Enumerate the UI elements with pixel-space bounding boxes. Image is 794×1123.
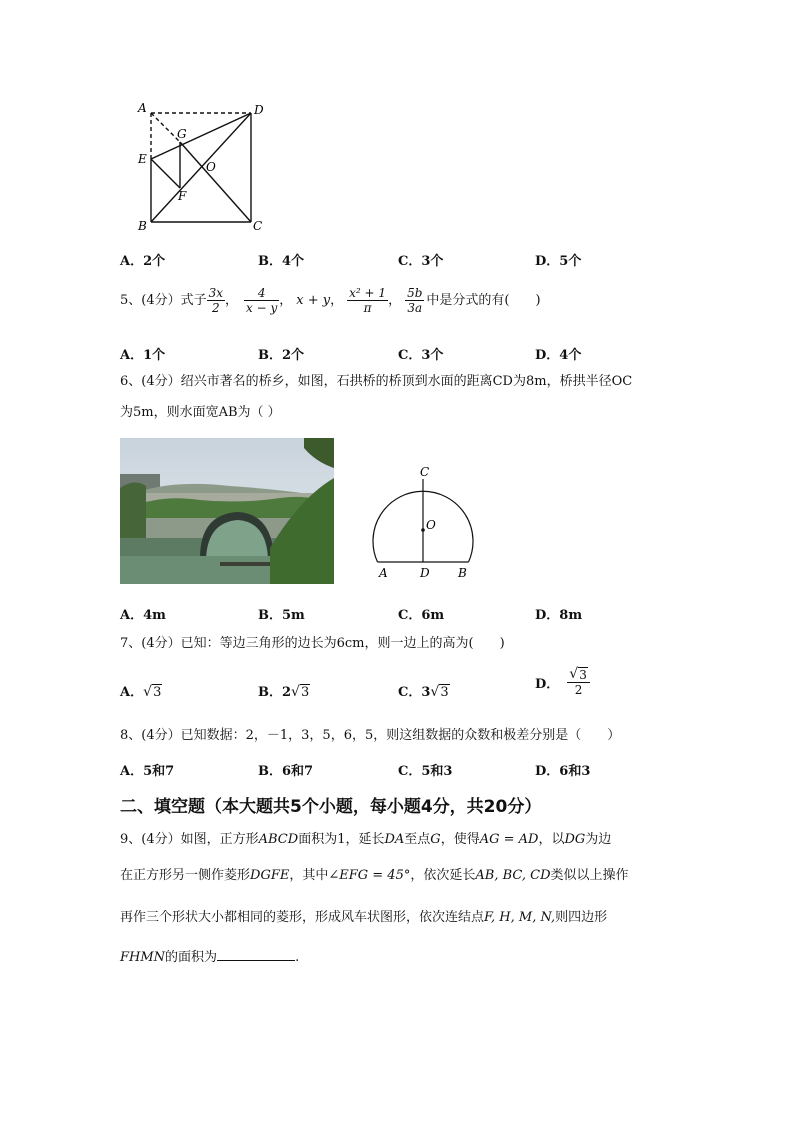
q4-option-b[interactable]: B．4个 [258, 254, 305, 269]
q8-option-a[interactable]: A．5和7 [120, 764, 175, 779]
fig4-label-g: G [177, 127, 187, 141]
q5-fraction-2: $\frac{4}{x - y}$ [246, 286, 278, 315]
q4-option-c[interactable]: C．3个 [398, 254, 444, 269]
q6-question-line-1: 6、(4分）绍兴市著名的桥乡，如图，石拱桥的桥顶到水面的距离CD为8m，桥拱半径OC [120, 374, 633, 389]
sqrt-symbol: √ 3 [430, 685, 449, 700]
q6-option-b[interactable]: B．5m [258, 608, 305, 623]
q8-option-b[interactable]: B．6和7 [258, 764, 314, 779]
stone-bridge-photo [120, 438, 334, 584]
sqrt-symbol: √ 3 [291, 685, 310, 700]
arch-label-c: C [420, 465, 430, 479]
arch-label-b: B [458, 566, 467, 580]
fig4-label-e: E [138, 152, 147, 166]
q5-prefix: 5、(4分）式子 [120, 292, 207, 308]
arch-label-a: A [379, 566, 388, 580]
fig4-label-a: A [138, 101, 147, 115]
q7-option-d[interactable]: D． √ $\frac{3}{2}$ [535, 668, 590, 697]
q9-line-1: 9、(4分）如图，正方形ABCD面积为1，延长DA至点G，使得AG = AD，以DG为边 [120, 832, 612, 847]
q8-option-d[interactable]: D．6和3 [535, 764, 591, 779]
arch-label-o: O [426, 518, 436, 532]
q6-option-c[interactable]: C．6m [398, 608, 445, 623]
q7-option-b[interactable]: B．2√ 3 [258, 681, 310, 700]
fig4-label-o: O [206, 160, 216, 174]
q8-question: 8、(4分）已知数据：2，－1，3，5，6，5，则这组数据的众数和极差分别是（ ） [120, 728, 621, 743]
q7-d-fraction: √ $\frac{3}{2}$ [567, 668, 590, 697]
q5-sep: ， [388, 292, 402, 308]
q9-line-4: FHMN的面积为 . [120, 950, 300, 965]
answer-blank[interactable] [217, 948, 295, 961]
q6-option-a[interactable]: A．4m [120, 608, 166, 623]
q9-line-2: 在正方形另一侧作菱形DGFE，其中∠EFG = 45°，依次延长AB, BC, CD类似以上操作 [120, 868, 629, 883]
q5-sep: ， [330, 292, 344, 308]
q9-line-3: 再作三个形状大小都相同的菱形，形成风车状图形，依次连结点F, H, M, N,则四边形 [120, 910, 608, 925]
arch-diagram [370, 462, 476, 582]
q6-option-d[interactable]: D．8m [535, 608, 583, 623]
q7-option-c[interactable]: C．3√ 3 [398, 681, 450, 700]
fig4-label-c: C [253, 219, 263, 233]
q7-option-a[interactable]: A．√ 3 [120, 681, 162, 700]
q5-expression-3: x + y [296, 292, 331, 308]
q5-option-b[interactable]: B．2个 [258, 348, 305, 363]
q5-fraction-4: $\frac{\text{x² + 1}}{\pi}$ [349, 286, 387, 315]
q8-option-c[interactable]: C．5和3 [398, 764, 453, 779]
q5-sep: ， [225, 292, 239, 308]
section-heading: 二、填空题（本大题共5个小题，每小题4分，共20分） [120, 797, 542, 817]
q4-option-a[interactable]: A．2个 [120, 254, 166, 269]
fig4-label-f: F [178, 189, 187, 203]
q5-question [120, 286, 541, 315]
q4-square-figure [134, 98, 266, 234]
q4-option-d[interactable]: D．5个 [535, 254, 582, 269]
q5-option-a[interactable]: A．1个 [120, 348, 166, 363]
fig4-label-d: D [254, 103, 264, 117]
q5-fraction-5: $\frac{5b}{3a}$ [407, 286, 423, 315]
q5-fraction-1: $\frac{3x}{2}$ [208, 286, 224, 315]
sqrt-symbol: √ 3 [143, 685, 162, 700]
fig4-label-b: B [138, 219, 147, 233]
q5-option-d[interactable]: D．4个 [535, 348, 582, 363]
q5-sep: ， [279, 292, 293, 308]
q5-suffix: 中是分式的有( ) [426, 292, 541, 308]
q7-question: 7、(4分）已知：等边三角形的边长为6cm，则一边上的高为( ) [120, 636, 505, 651]
q6-question-line-2: 为5m，则水面宽AB为（ ） [120, 405, 281, 420]
q5-option-c[interactable]: C．3个 [398, 348, 444, 363]
arch-label-d: D [420, 566, 430, 580]
